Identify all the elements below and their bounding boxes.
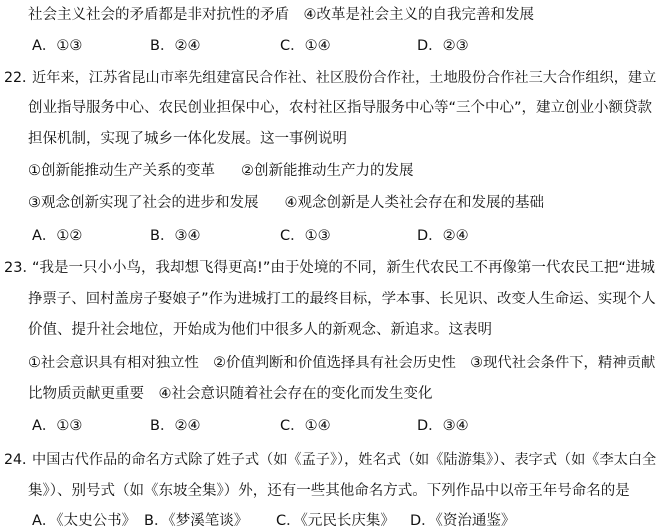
- q22-statement-4: ④观念创新是人类社会存在和发展的基础: [284, 195, 544, 211]
- q22-statement-2: ②创新能推动生产力的发展: [241, 163, 414, 179]
- q22-statements-3-4: [28, 193, 544, 213]
- q23-stem-line-2: 挣票子、回村盖房子娶娘子”作为进城打工的最终目标，学本事、长见识、改变人生命运、实现个人: [28, 291, 656, 307]
- q22-option-d[interactable]: D．②④: [417, 228, 469, 244]
- q22-option-b[interactable]: B．③④: [150, 228, 201, 244]
- q22-stem-line-3: 担保机制，实现了城乡一体化发展。这一事例说明: [28, 131, 347, 147]
- q22-stem-line-2: 创业指导服务中心、农民创业担保中心，农村社区指导服务中心等“三个中心”，建立创业小额贷款: [28, 100, 653, 116]
- q23-statements-line-1: ①社会意识具有相对独立性 ②价值判断和价值选择具有社会历史性 ③现代社会条件下，精神贡献: [28, 355, 656, 371]
- q23-option-b[interactable]: B．②④: [150, 418, 201, 434]
- q24-stem-line-1: [4, 450, 656, 470]
- q22-statement-1: ①创新能推动生产关系的变革: [28, 163, 215, 179]
- q23-option-d[interactable]: D．③④: [417, 418, 469, 434]
- q24-stem-line-2: 集》）、别号式（如《东坡全集》）外，还有一些其他命名方式。下列作品中以帝王年号命名的是: [28, 483, 630, 499]
- q23-stem-line-3: 价值、提升社会地位，开始成为他们中很多人的新观念、新追求。这表明: [28, 322, 492, 338]
- q24-option-d[interactable]: D．《资治通鉴》: [410, 513, 516, 529]
- q21-option-c[interactable]: C．①④: [280, 38, 331, 54]
- q22-option-c[interactable]: C．①③: [280, 228, 331, 244]
- q22-statement-3: ③观念创新实现了社会的进步和发展: [28, 195, 259, 211]
- q22-number: 22．: [4, 70, 37, 86]
- q24-stem-text-1: 中国古代作品的命名方式除了姓子式（如《孟子》），姓名式（如《陆游集》）、表字式（如《李太白全: [32, 452, 657, 468]
- q21-option-b[interactable]: B．②④: [150, 38, 201, 54]
- q23-option-c[interactable]: C．①④: [280, 418, 331, 434]
- q24-option-b[interactable]: B．《梦溪笔谈》: [144, 513, 249, 529]
- q22-stem-text-1: 近年来，江苏省昆山市率先组建富民合作社、社区股份合作社，土地股份合作社三大合作组织，建立: [32, 70, 657, 86]
- q24-number: 24．: [4, 452, 37, 468]
- q23-stem-text-1: “我是一只小小鸟，我却想飞得更高!”由于处境的不同，新生代农民工不再像第一代农民工把“进城: [32, 260, 655, 276]
- q23-number: 23．: [4, 260, 37, 276]
- q21-statement-tail: 社会主义社会的矛盾都是非对抗性的矛盾 ④改革是社会主义的自我完善和发展: [28, 7, 534, 23]
- q21-option-a[interactable]: A．①③: [32, 38, 83, 54]
- q22-stem-line-1: [4, 68, 656, 88]
- q22-statements-1-2: [28, 161, 414, 181]
- q23-stem-line-1: [4, 258, 655, 278]
- q23-statements-line-2: 比物质贡献更重要 ④社会意识随着社会存在的变化而发生变化: [28, 386, 433, 402]
- q24-option-c[interactable]: C．《元民长庆集》: [276, 513, 395, 529]
- q23-option-a[interactable]: A．①③: [32, 418, 83, 434]
- q21-option-d[interactable]: D．②③: [417, 38, 469, 54]
- q22-option-a[interactable]: A．①②: [32, 228, 83, 244]
- q24-option-a[interactable]: A．《太史公书》: [32, 513, 137, 529]
